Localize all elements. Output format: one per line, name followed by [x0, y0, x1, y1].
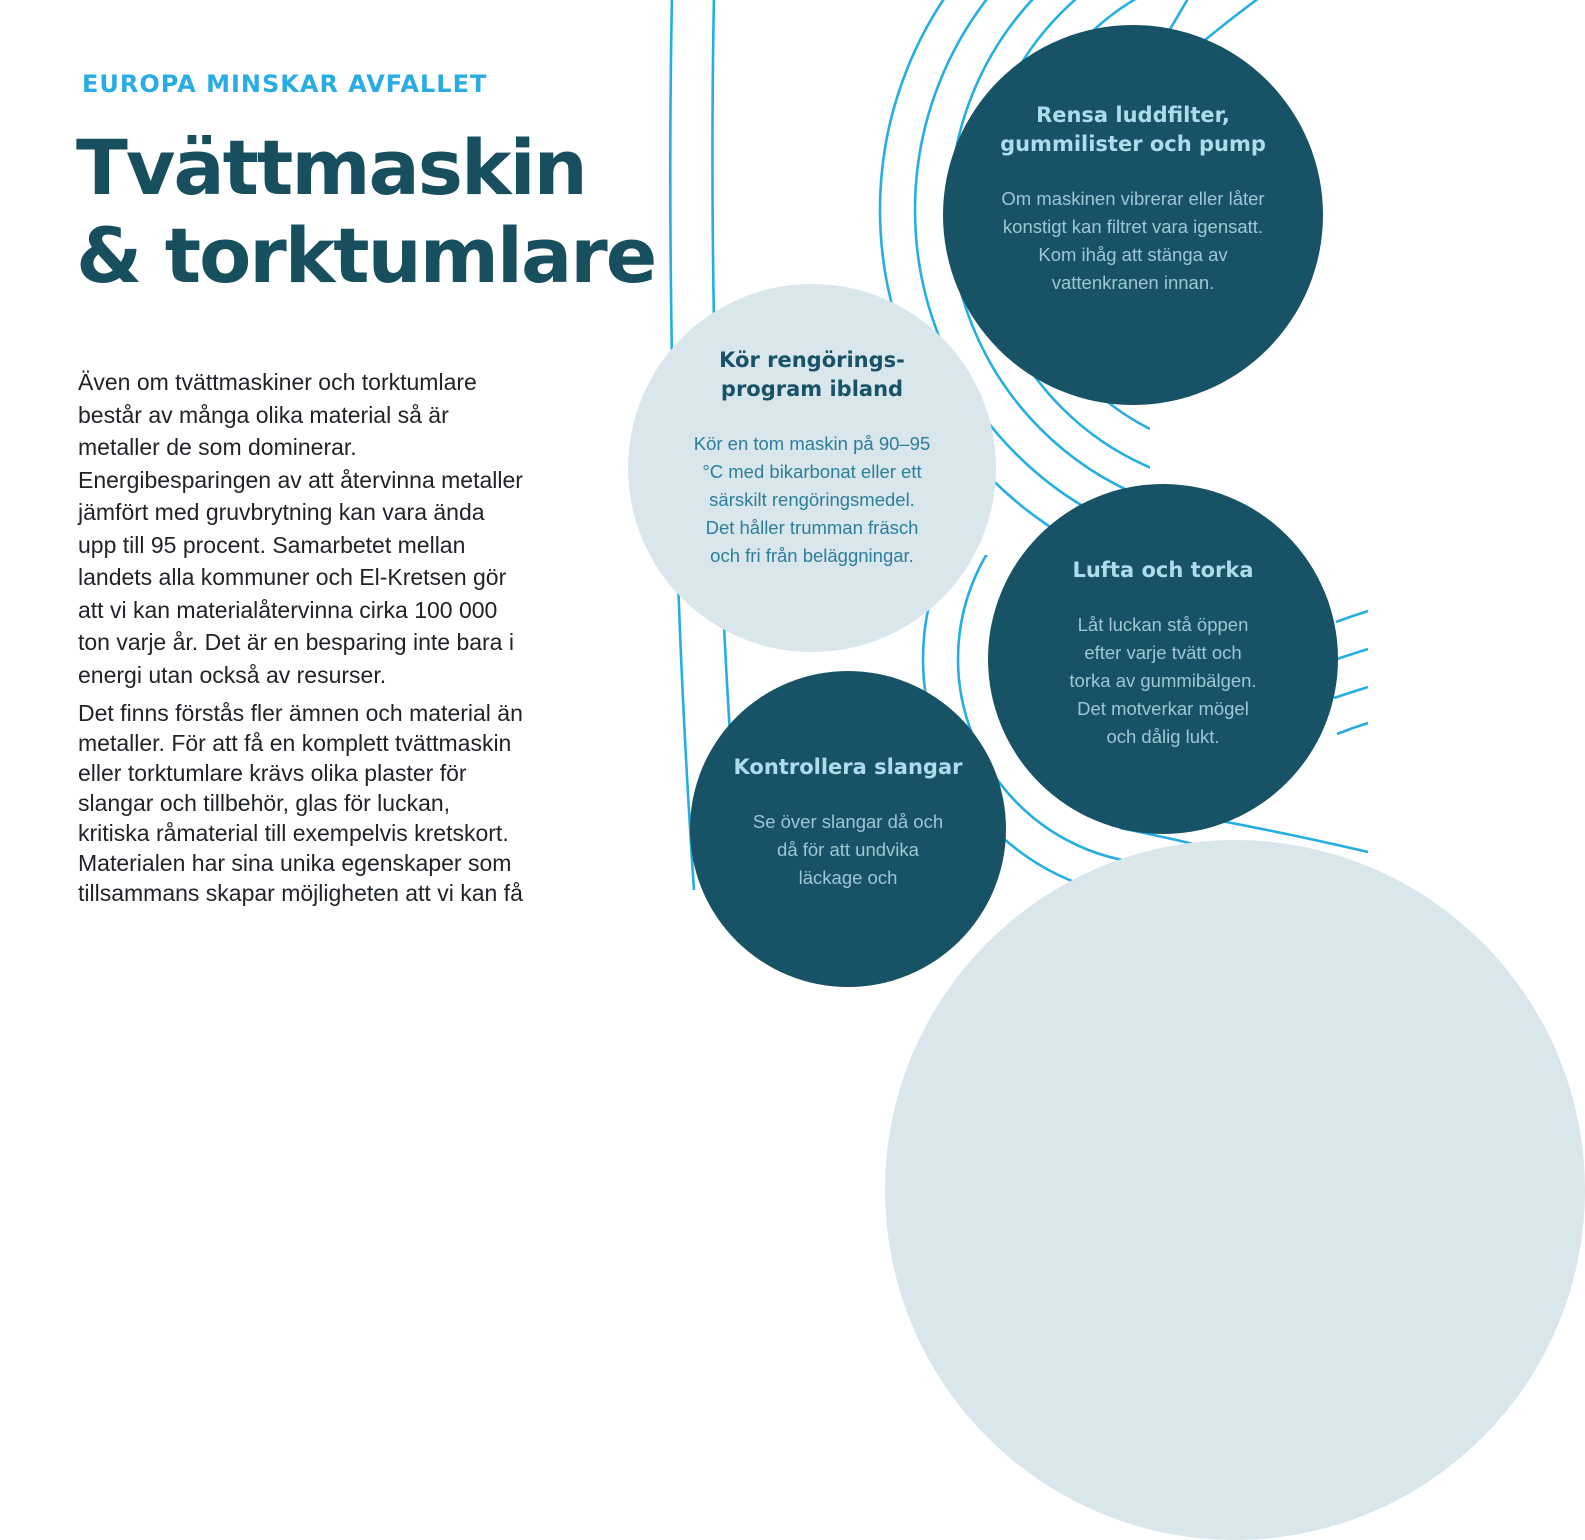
tip-bubble-kor-rengoringsprogram: [628, 284, 996, 652]
bubble-body: [753, 808, 943, 892]
bubble-body-line: Kör en tom maskin på 90–95: [693, 433, 931, 454]
paragraph-line: metaller. För att få en komplett tvättmaskin: [78, 730, 512, 756]
bubble-body-line: läckage och: [798, 867, 898, 888]
paragraph-line: jämfört med gruvbrytning kan vara ända: [78, 499, 485, 525]
paragraph-line: slangar och tillbehör, glas för luckan,: [78, 790, 451, 816]
arc-rightedge-2: [1334, 649, 1368, 660]
bubble-body-line: Låt luckan stå öppen: [1077, 614, 1249, 635]
paragraph-line: består av många olika material så är: [78, 401, 449, 428]
intro-paragraph-2: [78, 698, 523, 908]
page-title: [76, 124, 655, 300]
decorative-bubble-bottom-right: [885, 840, 1585, 1540]
bubble-title-line: program ibland: [720, 377, 904, 401]
bubble-title: [1072, 556, 1253, 585]
bubble-body-line: Det håller trumman fräsch: [705, 517, 919, 538]
paragraph-line: kritiska råmaterial till exempelvis kretskort.: [78, 820, 509, 846]
bubble-body-line: Kom ihåg att stänga av: [1038, 244, 1228, 265]
bubble-body: [1069, 611, 1256, 751]
bubble-title-line: Rensa luddfilter,: [1036, 103, 1230, 127]
bubble-body-line: konstigt kan filtret vara igensatt.: [1002, 216, 1264, 237]
paragraph-line: Det finns förstås fler ämnen och material än: [78, 700, 523, 726]
paragraph-line: landets alla kommuner och El-Kretsen gör: [78, 564, 507, 590]
bubble-body-line: då för att undvika: [777, 839, 919, 860]
arc-rightedge-3: [1334, 687, 1368, 698]
paragraph-line: tillsammans skapar möjligheten att vi kan få: [78, 880, 523, 906]
arc-rightedge-4: [1337, 723, 1368, 734]
bubble-body-line: Det motverkar mögel: [1077, 698, 1249, 719]
tip-bubble-rensa-luddfilter: [943, 25, 1323, 405]
intro-paragraph-1: [78, 366, 523, 691]
bubble-body-line: och fri från beläggningar.: [710, 545, 914, 566]
page-title-line-1: Tvättmaskin: [76, 123, 586, 212]
paragraph-line: att vi kan materialåtervinna cirka 100 000: [78, 596, 498, 623]
bubble-title: [719, 346, 905, 404]
bubble-title-line: Kör rengörings-: [719, 348, 905, 372]
paragraph-line: Materialen har sina unika egenskaper som: [78, 850, 512, 876]
paragraph-line: Energibesparingen av att återvinna metaller: [78, 466, 523, 493]
tip-bubble-kontrollera-slangar: [690, 671, 1006, 987]
bubble-title-line: Kontrollera slangar: [733, 755, 963, 779]
bubble-title-line: Lufta och torka: [1072, 558, 1254, 582]
tip-bubble-lufta-och-torka: [988, 484, 1338, 834]
page-title-line-2: & torktumlare: [76, 211, 656, 300]
bubble-body-line: vattenkranen innan.: [1051, 272, 1215, 293]
bubble-body-line: efter varje tvätt och: [1084, 642, 1242, 663]
bubble-body-line: Om maskinen vibrerar eller låter: [1001, 188, 1265, 209]
bubble-title: [734, 753, 963, 782]
arc-topright-2: [1205, 0, 1263, 40]
bubble-body-line: °C med bikarbonat eller ett: [702, 461, 922, 482]
paragraph-line: upp till 95 procent. Samarbetet mellan: [78, 531, 466, 558]
bubble-body: [694, 430, 931, 570]
paragraph-line: eller torktumlare krävs olika plaster för: [78, 760, 467, 786]
bubble-body-line: Se över slangar då och: [752, 811, 944, 832]
eyebrow-label: EUROPA MINSKAR AVFALLET: [82, 70, 488, 98]
bubble-body: [1001, 185, 1264, 297]
paragraph-line: energi utan också av resurser.: [78, 661, 387, 688]
paragraph-line: Även om tvättmaskiner och torktumlare: [78, 369, 477, 395]
arc-rightedge-1: [1336, 611, 1368, 622]
paragraph-line: ton varje år. Det är en besparing inte bara i: [78, 629, 514, 655]
paragraph-line: metaller de som dominerar.: [78, 434, 357, 460]
bubble-body-line: särskilt rengöringsmedel.: [709, 489, 915, 510]
bubble-body-line: torka av gummibälgen.: [1069, 670, 1257, 691]
bubble-title: [1000, 101, 1266, 159]
bubble-title-line: gummilister och pump: [1000, 132, 1266, 156]
bubble-body-line: och dålig lukt.: [1106, 726, 1220, 747]
